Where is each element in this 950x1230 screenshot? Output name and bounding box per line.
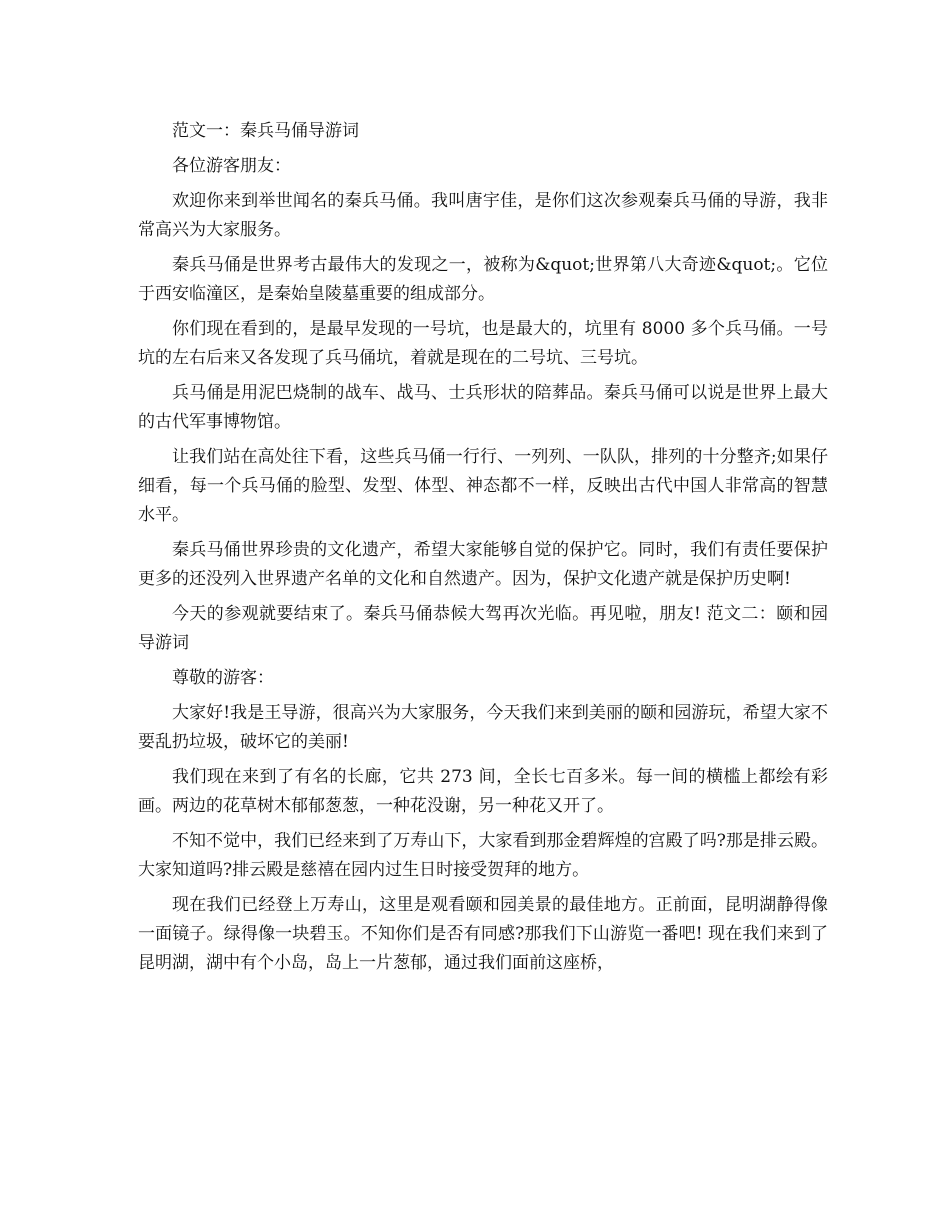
paragraph: 秦兵马俑是世界考古最伟大的发现之一，被称为&quot;世界第八大奇迹&quot;。它位于西安临潼区，是秦始皇陵墓重要的组成部分。 — [138, 255, 828, 304]
paragraph: 今天的参观就要结束了。秦兵马俑恭候大驾再次光临。再见啦，朋友! 范文二：颐和园导游词 — [138, 604, 828, 653]
paragraph: 你们现在看到的，是最早发现的一号坑，也是最大的，坑里有 8000 多个兵马俑。一号坑的左右后来又各发现了兵马俑坑，着就是现在的二号坑、三号坑。 — [138, 319, 828, 368]
paragraph: 让我们站在高处往下看，这些兵马俑一行行、一列列、一队队，排列的十分整齐;如果仔细看，每一个兵马俑的脸型、发型、体型、神态都不一样，反映出古代中国人非常高的智慧水平。 — [138, 447, 828, 525]
paragraph: 欢迎你来到举世闻名的秦兵马俑。我叫唐宇佳，是你们这次参观秦兵马俑的导游，我非常高兴为大家服务。 — [138, 191, 828, 240]
paragraph-greeting-2: 尊敬的游客： — [172, 668, 274, 688]
paragraph-title-1: 范文一：秦兵马俑导游词 — [172, 121, 359, 141]
paragraph: 兵马俑是用泥巴烧制的战车、战马、士兵形状的陪葬品。秦兵马俑可以说是世界上最大的古代军事博物馆。 — [138, 383, 828, 432]
document-body — [138, 117, 828, 984]
paragraph-greeting-1: 各位游客朋友： — [172, 156, 291, 176]
paragraph: 大家好!我是王导游，很高兴为大家服务，今天我们来到美丽的颐和园游玩，希望大家不要乱扔垃圾，破坏它的美丽! — [138, 703, 828, 752]
paragraph: 我们现在来到了有名的长廊，它共 273 间，全长七百多米。每一间的横槛上都绘有彩画。两边的花草树木郁郁葱葱，一种花没谢，另一种花又开了。 — [138, 767, 828, 816]
paragraph: 秦兵马俑世界珍贵的文化遗产，希望大家能够自觉的保护它。同时，我们有责任要保护更多的还没列入世界遗产名单的文化和自然遗产。因为，保护文化遗产就是保护历史啊! — [138, 540, 828, 589]
paragraph: 现在我们已经登上万寿山，这里是观看颐和园美景的最佳地方。正前面，昆明湖静得像一面镜子。绿得像一块碧玉。不知你们是否有同感?那我们下山游览一番吧! 现在我们来到了昆明湖，湖中有个小岛，岛上一片葱郁，通过我们面前这座桥， — [138, 895, 828, 973]
paragraph: 不知不觉中，我们已经来到了万寿山下，大家看到那金碧辉煌的宫殿了吗?那是排云殿。大家知道吗?排云殿是慈禧在园内过生日时接受贺拜的地方。 — [138, 831, 828, 880]
